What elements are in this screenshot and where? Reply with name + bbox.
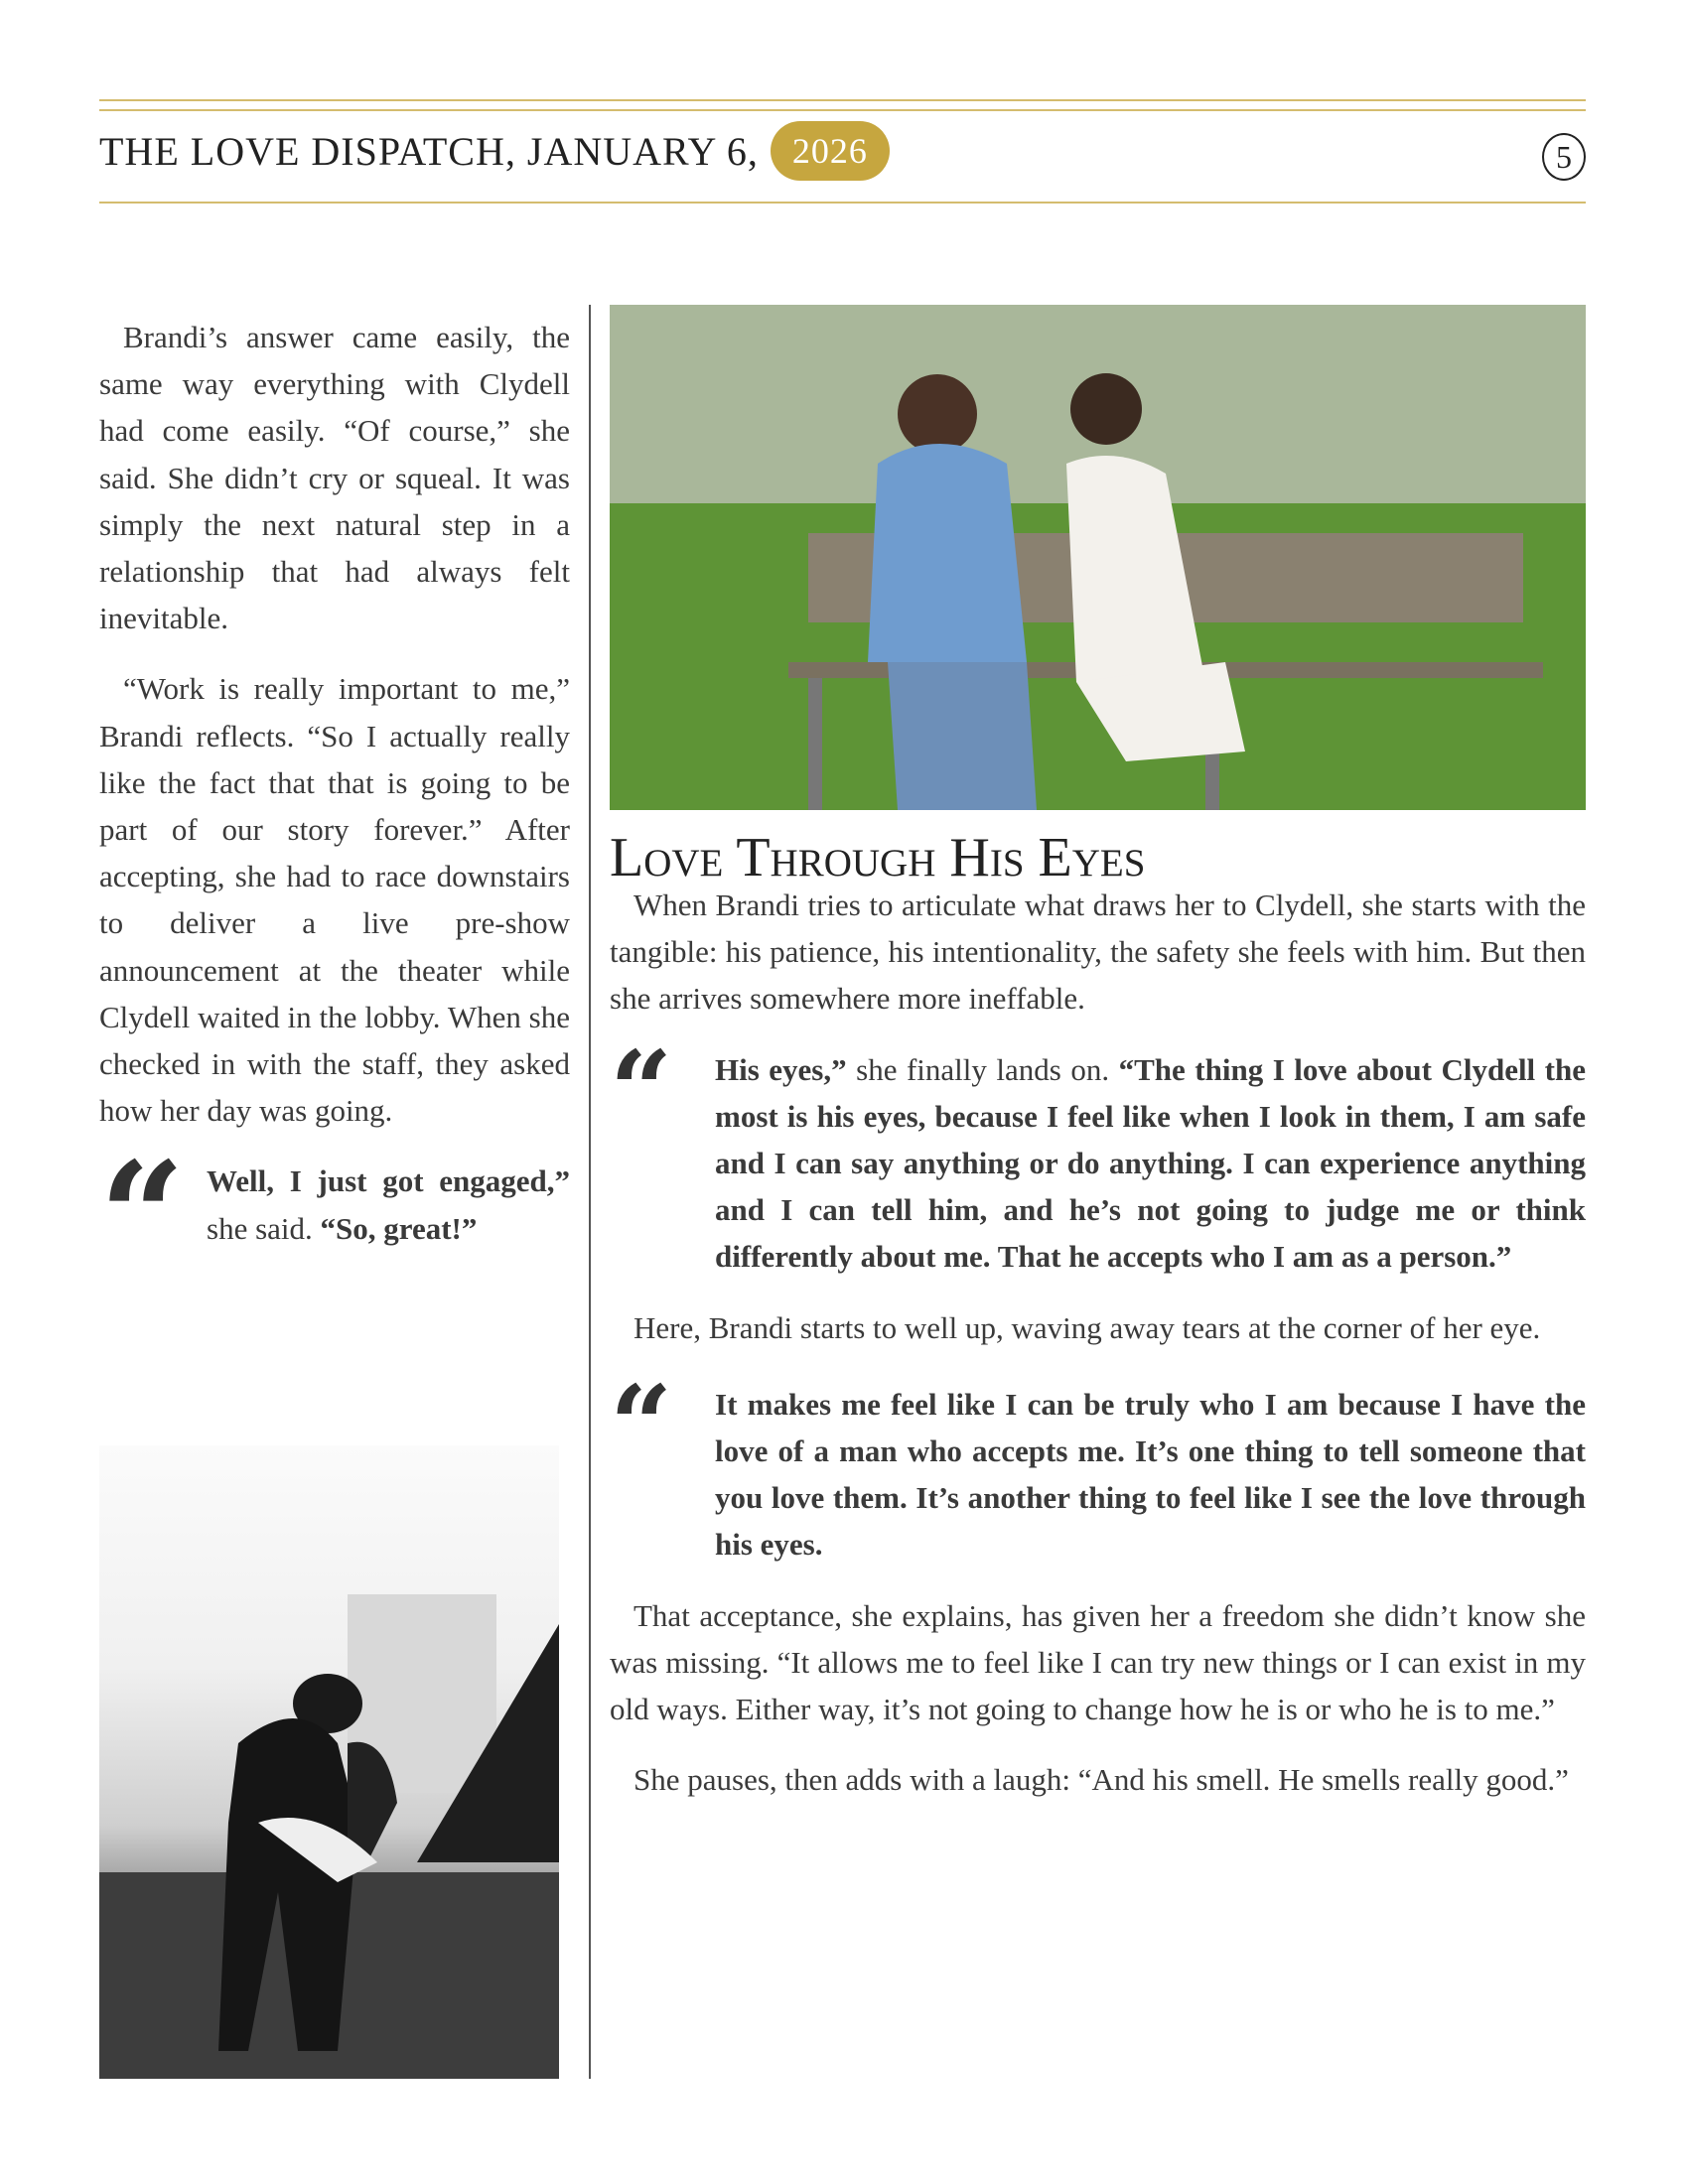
photo-bench-graphic: [610, 305, 1586, 810]
photo-silhouette-graphic: [99, 1445, 559, 2079]
header-rule-top: [99, 99, 1586, 101]
quote-bold: Well, I just got engaged,”: [207, 1163, 570, 1199]
paragraph: That acceptance, she explains, has given her a freedom she didn’t know she was missing. “It allows me to feel like I can try new things or I can exist in my old ways. Either way, it’s not going to change how he is or who he is to me.”: [610, 1597, 1586, 1727]
paragraph: When Brandi tries to articulate what draws her to Clydell, she starts with the tangible: his patience, his intentionality, the safety she feels with him. But then she arrives somewhere more ineffable.: [610, 887, 1586, 1017]
pull-quote-text: It makes me feel like I can be truly who I am because I have the love of a man who accepts me. It’s one thing to tell someone that you love them. It’s another thing to feel like I see the love through his eyes.: [715, 1386, 1586, 1563]
quote-mark-icon: “: [99, 1130, 186, 1305]
paragraph: She pauses, then adds with a laugh: “And his smell. He smells really good.”: [633, 1762, 1569, 1798]
left-column: [99, 314, 570, 1305]
quote-bold: “So, great!”: [320, 1210, 478, 1246]
column-divider: [589, 305, 591, 2079]
pull-quote: [99, 1130, 570, 1305]
article-heading: Love Through His Eyes: [610, 827, 1146, 888]
quote-bold: “The thing I love about Clydell the most is his eyes, because I feel like when I look in them, I am safe and I can say anything or do anything. I can experience anything and I can tell him, and he’s not going to judge me or think differently about me. That he accepts who I am as a person.”: [715, 1051, 1587, 1275]
pull-quote: [610, 1360, 1586, 1569]
paragraph: Here, Brandi starts to well up, waving away tears at the corner of her eye.: [633, 1309, 1541, 1345]
quote-mark-icon: “: [610, 1025, 673, 1155]
pull-quote: [610, 1025, 1587, 1281]
quote-normal: she said.: [207, 1210, 321, 1246]
pull-quote-text: [207, 1158, 570, 1251]
masthead: [99, 121, 890, 181]
photo-couple-kiss-silhouette: [99, 1445, 559, 2079]
header-rule-bottom: [99, 202, 1586, 204]
year-badge: 2026: [771, 121, 890, 181]
quote-bold: His eyes,”: [715, 1051, 847, 1087]
quote-normal: she finally lands on.: [846, 1051, 1119, 1087]
paragraph: Brandi’s answer came easily, the same way everything with Clydell had come easily. “Of course,” she said. She didn’t cry or squeal. It was simply the next natural step in a relationship that had always felt inevitable.: [99, 320, 570, 636]
right-column: [610, 882, 1586, 1827]
header-rule-top-2: [99, 109, 1586, 111]
masthead-title: THE LOVE DISPATCH, JANUARY 6,: [99, 128, 759, 174]
page-number: 5: [1542, 133, 1586, 181]
paragraph: “Work is really important to me,” Brandi reflects. “So I actually really like the fact that that is going to be part of our story forever.” After accepting, she had to race downstairs to deliver a live pre-show announcement at the theater while Clydell waited in the lobby. When she checked in with the staff, they asked how her day was going.: [99, 671, 570, 1129]
quote-mark-icon: “: [610, 1360, 673, 1489]
pull-quote-text: [715, 1046, 1586, 1281]
photo-couple-on-bench: [610, 305, 1586, 810]
